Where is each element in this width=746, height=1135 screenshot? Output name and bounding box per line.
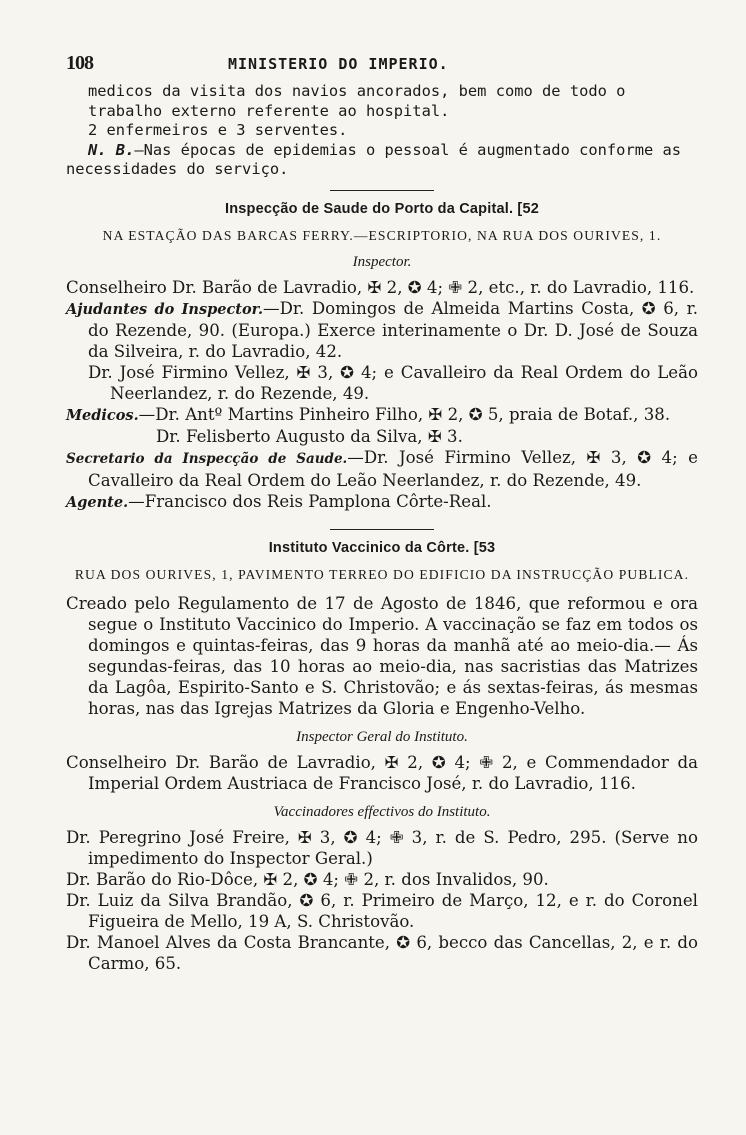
inspector-geral-block	[66, 752, 698, 794]
nb-paragraph	[66, 141, 698, 180]
medicos-entry	[66, 404, 698, 426]
section-divider	[330, 190, 434, 191]
vaccinador-entry: Dr. Luiz da Silva Brandão, ✪ 6, r. Primeiro de Março, 12, e r. do Coronel Figueira de Mello, 19 A, S. Christovão.	[66, 890, 698, 931]
intro-block	[66, 82, 698, 180]
nb-label: N. B.	[88, 140, 135, 159]
inspector-entry: Conselheiro Dr. Barão de Lavradio, ✠ 2, ✪ 4; ✙ 2, etc., r. do Lavradio, 116.	[66, 277, 695, 297]
ajudantes-label: Ajudantes do Inspector.	[66, 300, 264, 318]
secretario-entry	[66, 447, 698, 491]
secretario-text: —Dr. José Firmino Vellez, ✠ 3, ✪ 4; e Cavalleiro da Real Ordem do Leão Neerlandez, r. do Rezende, 49.	[88, 447, 698, 490]
secretario-label: Secretario da Inspecção de Saude.	[66, 450, 348, 467]
intro-line: medicos da visita dos navios ancorados, bem como de todo o trabalho externo referente ao hospital.	[88, 82, 626, 120]
section-body-inspeccao	[66, 277, 698, 513]
medicos-text: —Dr. Antº Martins Pinheiro Filho, ✠ 2, ✪ 5, praia de Botaf., 38.	[138, 404, 671, 424]
inspector-geral-heading: Inspector Geral do Instituto.	[296, 728, 468, 745]
agente-entry	[66, 491, 698, 513]
intro-line: 2 enfermeiros e 3 serventes.	[88, 121, 348, 139]
role-heading-inspector: Inspector.	[352, 253, 412, 270]
inspector-geral-entry: Conselheiro Dr. Barão de Lavradio, ✠ 2, ✪ 4; ✙ 2, e Commendador da Imperial Ordem Austriaca de Francisco José, r. do Lavradio, 116.	[66, 752, 698, 793]
agente-label: Agente.	[66, 493, 129, 511]
running-title: MINISTERIO DO IMPERIO.	[228, 55, 449, 73]
page-number: 108	[66, 52, 93, 74]
section-body-instituto	[66, 593, 698, 719]
nb-text: —Nas épocas de epidemias o pessoal é augmentado conforme as necessidades do serviço.	[66, 140, 682, 178]
ajudantes-entry-2: Dr. José Firmino Vellez, ✠ 3, ✪ 4; e Cavalleiro da Real Ordem do Leão Neerlandez, r. do Rezende, 49.	[88, 362, 698, 403]
vaccinador-entry: Dr. Barão do Rio-Dôce, ✠ 2, ✪ 4; ✙ 2, r. dos Invalidos, 90.	[66, 869, 549, 889]
medicos-entry-2: Dr. Felisberto Augusto da Silva, ✠ 3.	[156, 426, 463, 446]
section-address-instituto: RUA DOS OURIVES, 1, PAVIMENTO TERREO DO EDIFICIO DA INSTRUCÇÃO PUBLICA.	[74, 566, 690, 582]
vaccinador-entry: Dr. Peregrino José Freire, ✠ 3, ✪ 4; ✙ 3, r. de S. Pedro, 295. (Serve no impedimento do Inspector Geral.)	[66, 827, 698, 868]
vaccinadores-list	[66, 827, 698, 974]
section-address-inspeccao: NA ESTAÇÃO DAS BARCAS FERRY.—ESCRIPTORIO, NA RUA DOS OURIVES, 1.	[102, 227, 662, 243]
page-header	[66, 52, 698, 82]
vaccinadores-heading: Vaccinadores effectivos do Instituto.	[273, 803, 491, 820]
document-page	[66, 52, 698, 974]
section-divider	[330, 529, 434, 530]
agente-text: —Francisco dos Reis Pamplona Côrte-Real.	[128, 491, 492, 511]
section-title-inspeccao: Inspecção de Saude do Porto da Capital. [52	[225, 200, 539, 217]
ajudantes-entry	[66, 298, 698, 362]
ajudantes-text: —Dr. Domingos de Almeida Martins Costa, ✪ 6, r. do Rezende, 90. (Europa.) Exerce interinamente o Dr. D. José de Souza da Silveira, r. do Lavradio, 42.	[88, 298, 698, 361]
vaccinador-entry: Dr. Manoel Alves da Costa Brancante, ✪ 6, becco das Cancellas, 2, e r. do Carmo, 65.	[66, 932, 698, 973]
section-title-instituto: Instituto Vaccinico da Côrte. [53	[268, 539, 496, 556]
medicos-label: Medicos.	[66, 406, 139, 424]
instituto-description: Creado pelo Regulamento de 17 de Agosto de 1846, que reformou e ora segue o Instituto Vaccinico do Imperio. A vaccinação se faz em todos os domingos e quintas-feiras, das 9 horas da manhã até ao meio-dia.— Ás segundas-feiras, das 10 horas ao meio-dia, nas sacristias das Matrizes da Lagôa, Espirito-Santo e S. Christovão; e ás sextas-feiras, ás mesmas horas, nas das Igrejas Matrizes da Gloria e Engenho-Velho.	[66, 593, 698, 718]
